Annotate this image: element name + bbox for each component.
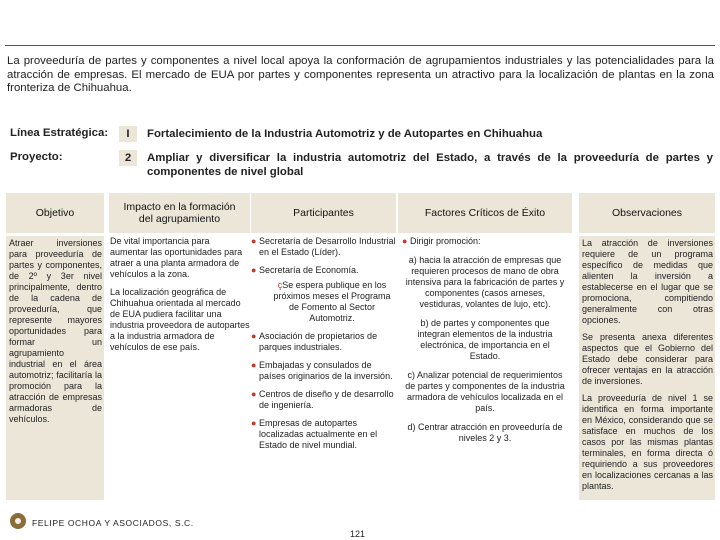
bullet-icon: ● bbox=[251, 418, 257, 428]
bullet-icon: ● bbox=[251, 236, 257, 246]
observacion-paragraph: La proveeduría de nivel 1 se identifica en forma importante en México, considerando que se satisface en muchos de los casos por las mismas plantas terminales, en forma directa ó requiriendo a sus proveedores en localizaciones cercanas a las plantas. bbox=[582, 393, 713, 491]
linea-text: Fortalecimiento de la Industria Automotriz y de Autopartes en Chihuahua bbox=[147, 128, 543, 140]
participant-item bbox=[251, 265, 396, 276]
proyecto-label: Proyecto: bbox=[10, 151, 63, 163]
observacion-paragraph: Se presenta anexa diferentes aspectos que el Gobierno del Estado debe considerar para ofrecer ventajas en la atracción de inversiones. bbox=[582, 332, 713, 386]
participant-item bbox=[251, 389, 396, 411]
objetivo-cell: Atraer inversiones para proveeduría de partes y componentes, de 2º y 3er nivel principalmente, dentro de la cadena de proveeduría, que represente mayores oportunidades para formar un agrupamiento industrial en el área automotriz; facilitaría la promoción para la atracción de empresas armadoras de vehículos. bbox=[6, 236, 104, 500]
bullet-icon: ● bbox=[251, 265, 257, 275]
impacto-paragraph: De vital importancia para aumentar las oportunidades para atraer a una planta armadora de vehículos a la zona. bbox=[110, 236, 243, 279]
sub-bullet-icon: ç bbox=[277, 280, 283, 290]
participant-text: Embajadas y consulados de países originarios de la inversión. bbox=[259, 360, 393, 381]
participant-text: Secretaría de Desarrollo Industrial en el Estado (Líder). bbox=[259, 236, 396, 257]
impacto-paragraph: La localización geográfica de Chihuahua orientada al mercado de EUA pudiera facilitar una industria proveedora de autopartes a la industria armadora de vehículos de ese país. bbox=[110, 287, 250, 352]
proyecto-text: Ampliar y diversificar la industria automotriz del Estado, a través de la proveeduría de partes y componentes de nivel global bbox=[147, 152, 713, 178]
participant-text: Secretaría de Economía. bbox=[259, 265, 359, 275]
header-factores: Factores Críticos de Éxito bbox=[398, 193, 572, 233]
participantes-cell bbox=[251, 236, 396, 458]
header-participantes: Participantes bbox=[251, 193, 396, 233]
linea-label: Línea Estratégica: bbox=[10, 127, 109, 139]
intro-paragraph: La proveeduría de partes y componentes a nivel local apoya la conformación de agrupamientos industriales y las potencialidades para la atracción de empresas. El mercado de EUA por partes y componentes representa un atractivo para la localización de plantas en la zona fronteriza de Chihuahua. bbox=[7, 55, 714, 94]
linea-number: I bbox=[119, 126, 137, 142]
factor-item: c) Analizar potencial de requerimientos de partes y componentes de la industria armadora de vehículos localizada en el país. bbox=[405, 370, 565, 413]
bullet-icon: ● bbox=[251, 360, 257, 370]
participant-text: Asociación de propietarios de parques industriales. bbox=[259, 331, 378, 352]
participant-subtext: Se espera publique en los próximos meses el Programa de Fomento al Sector Automotriz. bbox=[273, 280, 391, 323]
participant-text: Centros de diseño y de desarrollo de ingeniería. bbox=[259, 389, 394, 410]
bullet-icon: ● bbox=[402, 236, 408, 246]
factor-intro-text: Dirigir promoción: bbox=[410, 236, 481, 246]
top-divider bbox=[5, 45, 715, 46]
participant-item bbox=[251, 331, 396, 353]
participant-item bbox=[251, 236, 396, 258]
participant-item bbox=[251, 360, 396, 382]
header-objetivo: Objetivo bbox=[6, 193, 104, 233]
factores-cell bbox=[398, 236, 572, 452]
header-observaciones: Observaciones bbox=[579, 193, 715, 233]
header-impacto: Impacto en la formación del agrupamiento bbox=[109, 193, 250, 233]
participant-text: Empresas de autopartes localizadas actualmente en el Estado de nivel mundial. bbox=[259, 418, 378, 450]
impacto-cell bbox=[109, 236, 250, 360]
factor-intro bbox=[402, 236, 572, 247]
firm-logo-icon bbox=[10, 513, 26, 529]
firm-logo-dot bbox=[15, 518, 21, 524]
bullet-icon: ● bbox=[251, 389, 257, 399]
footer-firm: FELIPE OCHOA Y ASOCIADOS, S.C. bbox=[32, 518, 194, 528]
factor-item: b) de partes y componentes que integran elementos de la industria electrónica, de importancia en el Estado. bbox=[417, 318, 553, 361]
observaciones-cell bbox=[579, 236, 715, 500]
factor-item: a) hacia la atracción de empresas que requieren procesos de mano de obra intensiva para la fabricación de partes y componentes (casos arneses, vestiduras, volantes de lujo, etc). bbox=[405, 255, 565, 309]
participant-subitem bbox=[251, 280, 396, 324]
participant-item bbox=[251, 418, 396, 451]
observacion-paragraph: La atracción de inversiones requiere de un programa específico de medidas que alienten la inversión a establecerse en el lugar que se promociona, compitiendo generalmente con otras opciones. bbox=[582, 238, 713, 325]
page-number: 121 bbox=[350, 529, 366, 539]
bullet-icon: ● bbox=[251, 331, 257, 341]
proyecto-number: 2 bbox=[119, 150, 137, 166]
factor-item: d) Centrar atracción en proveeduría de niveles 2 y 3. bbox=[407, 422, 563, 443]
